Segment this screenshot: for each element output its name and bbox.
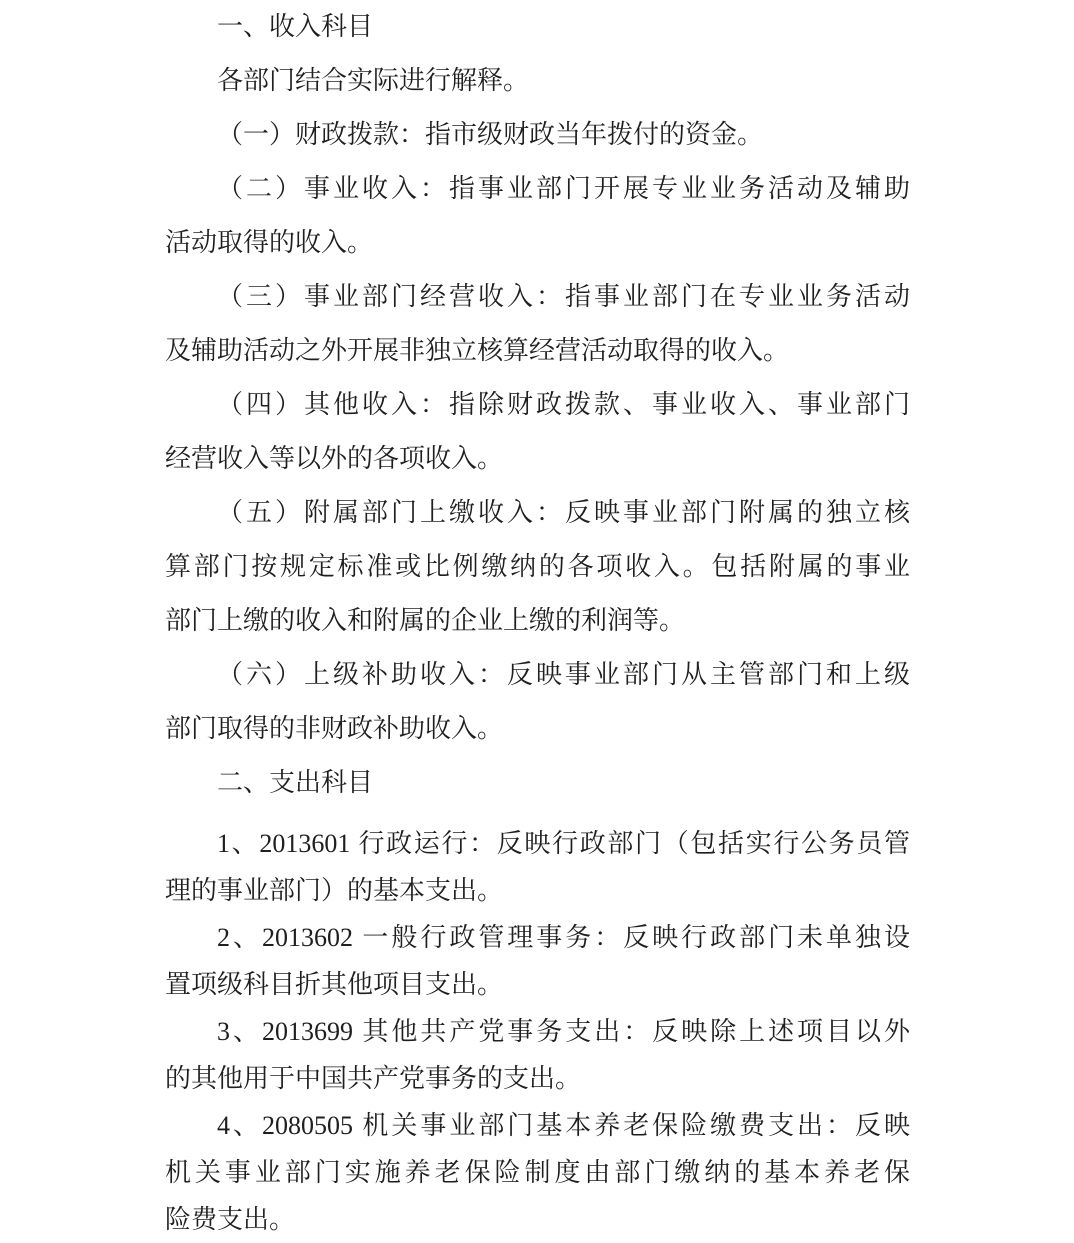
expenditure-item-4-line-1: 4、2080505 机关事业部门基本养老保险缴费支出：反映 [217, 1111, 910, 1140]
income-item-2-line-1: （二）事业收入：指事业部门开展专业业务活动及辅助 [217, 174, 910, 203]
expenditure-item-2-line-1: 2、2013602 一般行政管理事务：反映行政部门未单独设 [217, 923, 910, 952]
income-item-6-line-1: （六）上级补助收入：反映事业部门从主管部门和上级 [217, 660, 910, 689]
income-item-1: （一）财政拨款：指市级财政当年拨付的资金。 [217, 120, 764, 149]
income-item-3-line-1: （三）事业部门经营收入：指事业部门在专业业务活动 [217, 282, 910, 311]
income-item-3-line-2: 及辅助活动之外开展非独立核算经营活动取得的收入。 [165, 336, 790, 365]
income-item-2-line-2: 活动取得的收入。 [165, 228, 374, 257]
income-item-5-line-3: 部门上缴的收入和附属的企业上缴的利润等。 [165, 606, 686, 635]
income-item-4-line-2: 经营收入等以外的各项收入。 [165, 444, 504, 473]
income-item-6-line-2: 部门取得的非财政补助收入。 [165, 714, 504, 743]
expenditure-section [165, 810, 910, 1243]
expenditure-item-4-line-3: 险费支出。 [165, 1205, 296, 1234]
intro-line: 各部门结合实际进行解释。 [217, 66, 530, 95]
expenditure-item-2-line-2: 置项级科目折其他项目支出。 [165, 970, 504, 999]
expenditure-item-1-line-2: 理的事业部门）的基本支出。 [165, 876, 504, 905]
expenditure-item-3-line-1: 3、2013699 其他共产党事务支出：反映除上述项目以外 [217, 1017, 910, 1046]
income-item-4-line-1: （四）其他收入：指除财政拨款、事业收入、事业部门 [217, 390, 910, 419]
heading-income-section: 一、收入科目 [217, 12, 374, 41]
income-item-5-line-1: （五）附属部门上缴收入：反映事业部门附属的独立核 [217, 498, 910, 527]
expenditure-item-3-line-2: 的其他用于中国共产党事务的支出。 [165, 1064, 582, 1093]
income-section [165, 0, 910, 810]
heading-expenditure-section: 二、支出科目 [217, 768, 374, 797]
expenditure-item-4-line-2: 机关事业部门实施养老保险制度由部门缴纳的基本养老保 [165, 1158, 910, 1187]
expenditure-item-1-line-1: 1、2013601 行政运行：反映行政部门（包括实行公务员管 [217, 829, 910, 858]
income-item-5-line-2: 算部门按规定标准或比例缴纳的各项收入。包括附属的事业 [165, 552, 910, 581]
